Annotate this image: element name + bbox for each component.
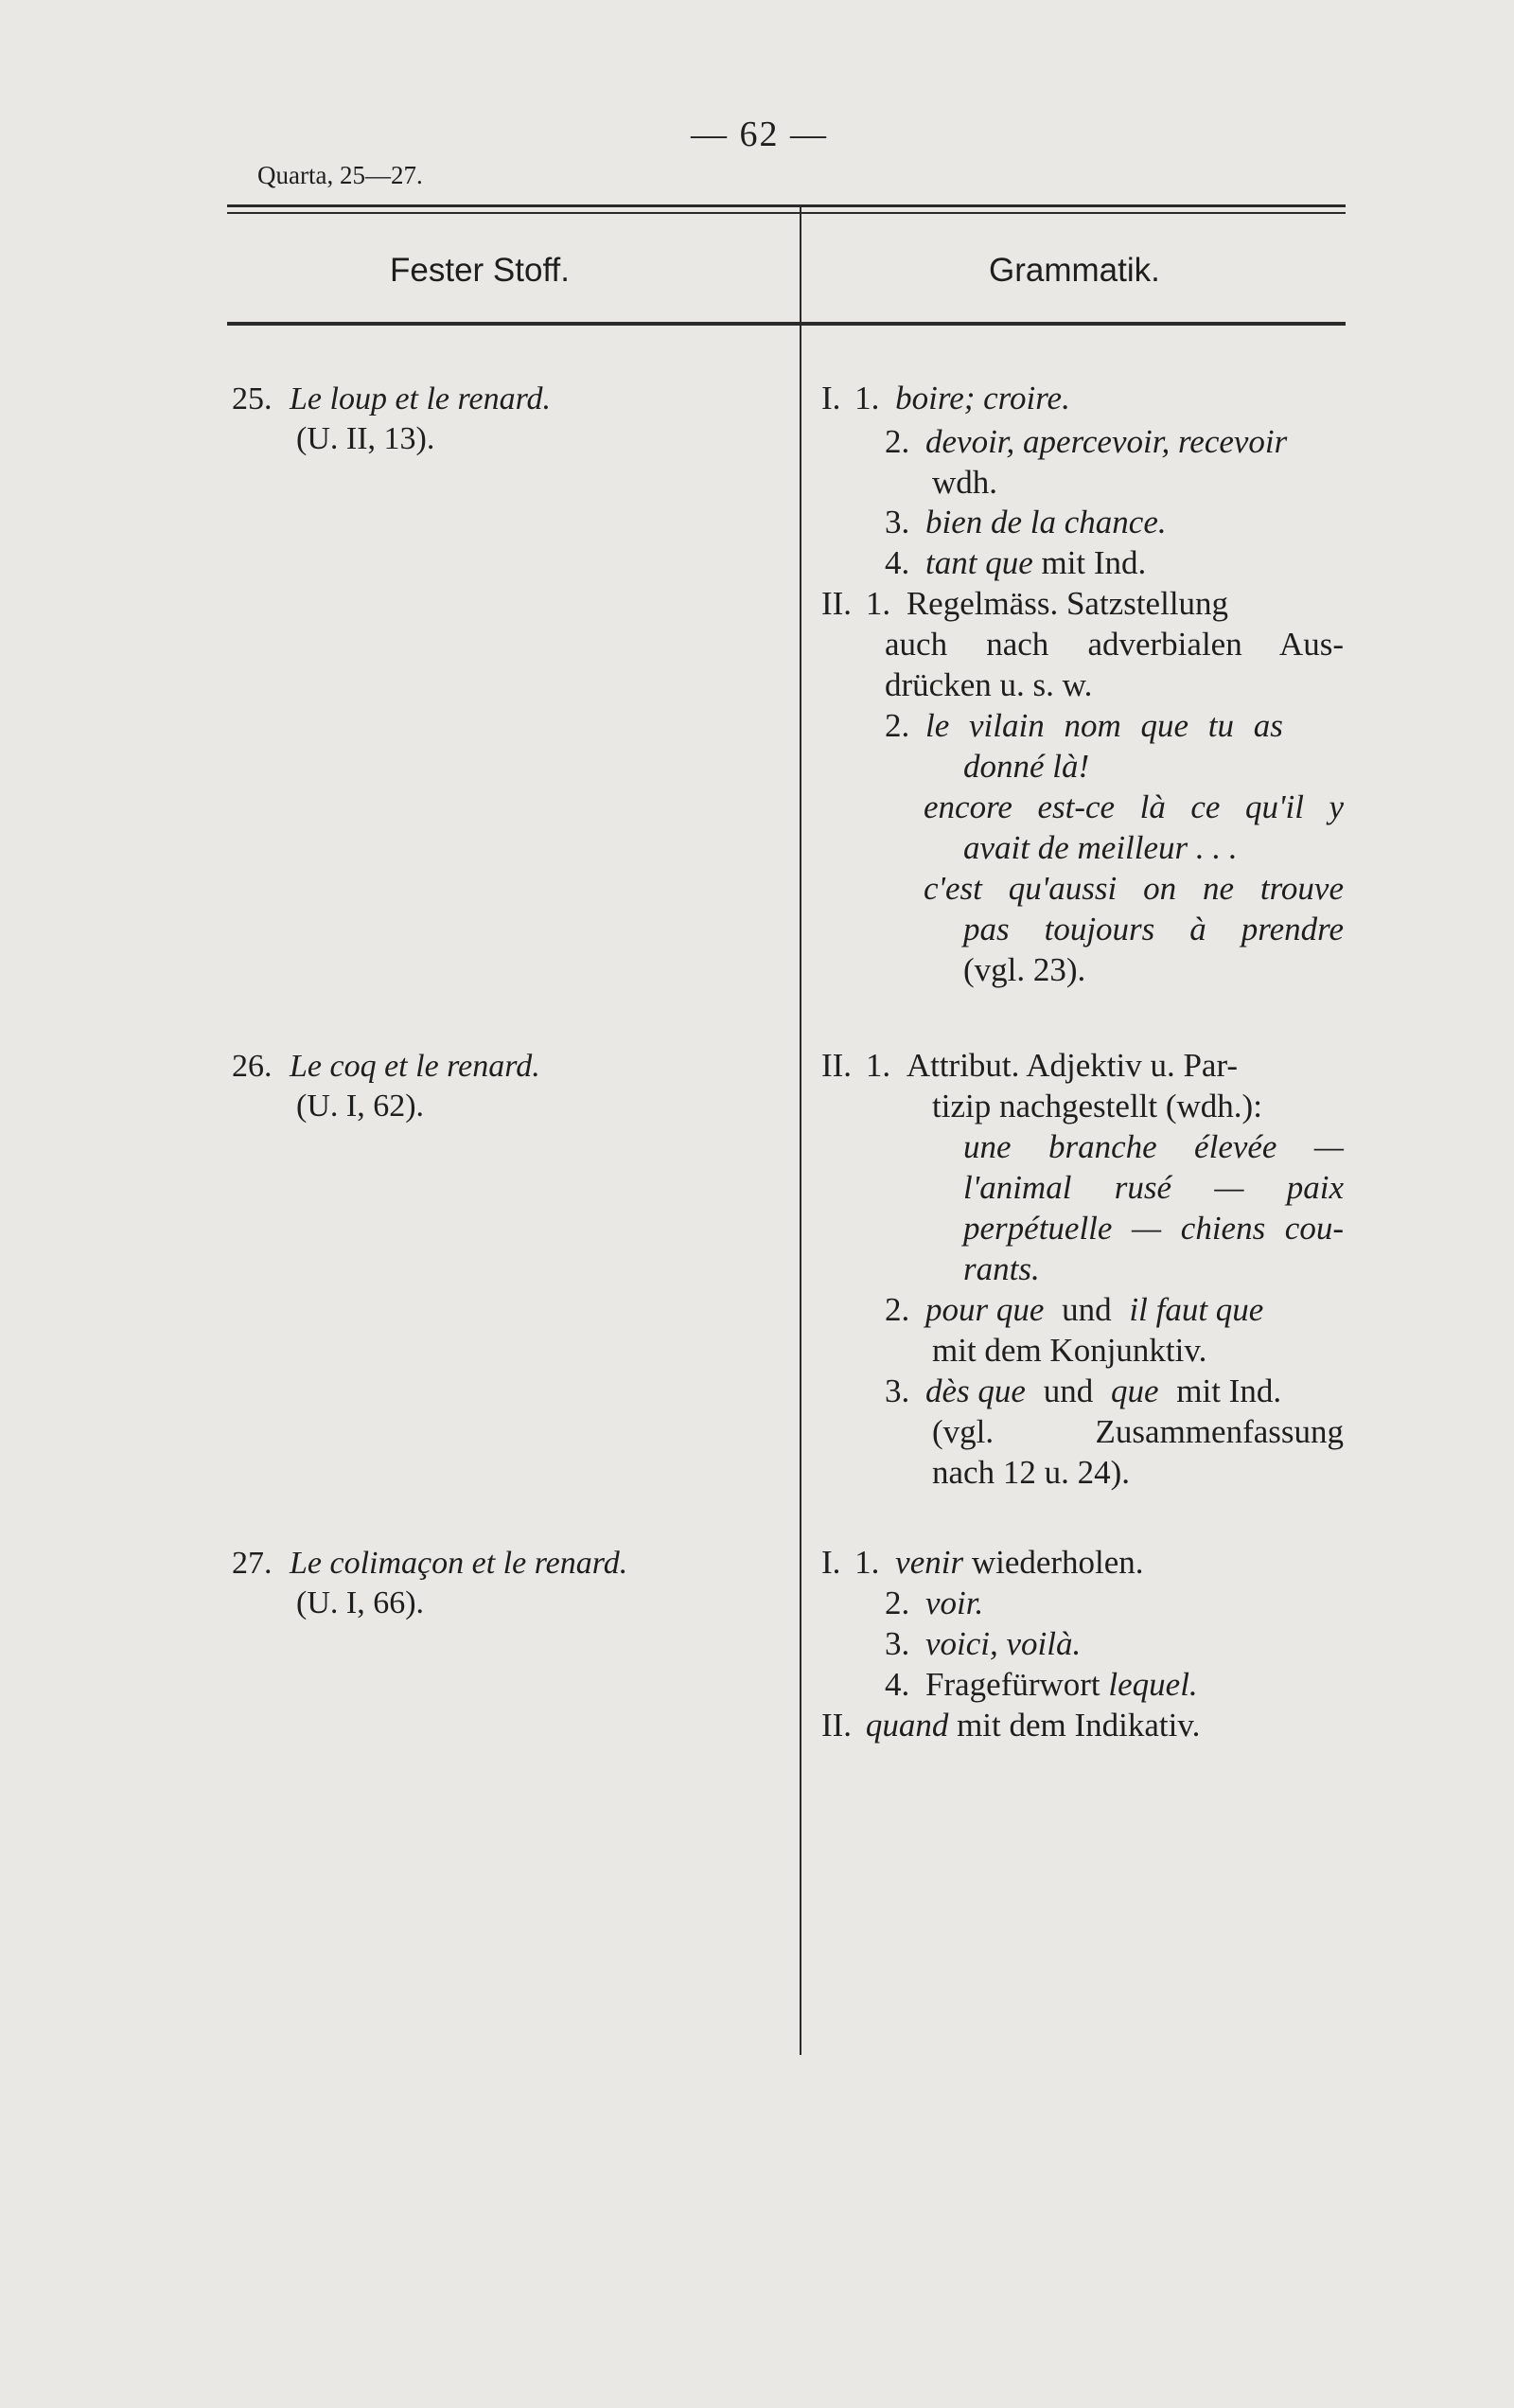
item-number: 1. [854,380,880,416]
grammatik-line [821,1544,1144,1582]
grammatik-line: rants. [963,1250,1040,1287]
item-text: c'est qu'aussi on ne trouve [924,870,1344,907]
grammatik-line [932,1413,1344,1451]
header-rule [227,322,1346,326]
item-number: 3. [885,504,910,540]
section-numeral: II. [821,585,853,622]
entry-reference: (U. I, 62). [296,1089,425,1124]
grammatik-line [924,788,1344,826]
item-number: 4. [885,544,910,581]
grammatik-line [885,1625,1081,1663]
stoff-entry-26 [232,1047,540,1126]
entry-reference: (U. I, 66). [296,1585,425,1620]
section-numeral: I. [821,380,841,416]
grammatik-line [885,504,1167,541]
section-numeral: II. [821,1047,853,1084]
grammatik-line: donné là! [963,748,1090,785]
item-text: Attribut. Adjektiv u. Par- [906,1047,1239,1084]
item-number: 1. [854,1544,880,1581]
item-text: wiederholen. [971,1544,1144,1581]
item-text: boire; croire. [895,380,1070,416]
item-number: 2. [885,423,910,460]
grammatik-line [885,707,1283,745]
item-text: pour que [925,1291,1045,1328]
grammatik-line [821,380,1070,417]
entry-reference: (U. II, 13). [296,421,435,456]
item-number: 1. [865,1047,891,1084]
item-text: auch nach adverbialen Aus- [885,626,1344,663]
running-head: Quarta, 25—27. [257,161,423,189]
entry-title: Le coq et le renard. [290,1049,540,1084]
item-text: quand [865,1707,949,1744]
grammatik-line: nach 12 u. 24). [932,1454,1130,1491]
item-text: une branche élevée — [963,1128,1344,1165]
item-text: mit dem Indikativ. [957,1707,1201,1744]
item-text: (vgl. Zusammenfassung [932,1413,1344,1450]
grammatik-line [885,1372,1281,1410]
grammatik-header: Grammatik. [989,252,1160,289]
grammatik-line [963,911,1344,948]
item-text: devoir, apercevoir, recevoir [925,423,1288,460]
item-number: 2. [885,1585,910,1621]
item-text: Fragefürwort [925,1666,1100,1703]
entry-number: 25. [232,381,273,416]
grammatik-line [885,1585,983,1622]
grammatik-line [885,626,1344,664]
entry-number: 26. [232,1049,273,1084]
item-text: voir. [925,1585,984,1621]
grammatik-line [821,1047,1238,1085]
grammatik-line [885,423,1287,461]
item-number: 2. [885,707,910,744]
grammatik-line [963,1210,1344,1248]
item-text: pas toujours à prendre [963,911,1344,947]
item-text: und [1043,1372,1094,1409]
item-text: mit Ind. [1041,544,1147,581]
entry-title: Le loup et le renard. [290,381,552,416]
item-text: mit Ind. [1176,1372,1282,1409]
item-text: lequel. [1108,1666,1198,1703]
item-text: il faut que [1129,1291,1264,1328]
fester-stoff-header: Fester Stoff. [390,252,570,289]
item-text: l'animal rusé — paix [963,1169,1344,1206]
item-text: le vilain nom que tu as [925,707,1283,744]
item-text: voici, voilà. [925,1625,1082,1662]
grammatik-line: mit dem Konjunktiv. [932,1332,1207,1369]
item-text: dès que [925,1372,1026,1409]
section-numeral: II. [821,1707,853,1744]
item-text: perpétuelle — chiens cou- [963,1210,1344,1247]
grammatik-line [963,1128,1344,1166]
page-number: — 62 — [691,115,828,154]
item-text: bien de la chance. [925,504,1167,540]
item-text: Regelmäss. Satzstellung [906,585,1229,622]
grammatik-line: tizip nachgestellt (wdh.): [932,1088,1262,1124]
top-double-rule [227,204,1346,207]
grammatik-line: avait de meilleur . . . [963,829,1238,866]
grammatik-line [821,1707,1200,1744]
item-number: 3. [885,1625,910,1662]
item-number: 4. [885,1666,910,1703]
grammatik-line: (vgl. 23). [963,951,1086,988]
item-text: tant que [925,544,1033,581]
grammatik-line [885,1291,1263,1329]
item-text: und [1062,1291,1112,1328]
entry-number: 27. [232,1546,273,1581]
item-number: 1. [865,585,891,622]
item-number: 3. [885,1372,910,1409]
item-number: 2. [885,1291,910,1328]
stoff-entry-27 [232,1544,627,1623]
item-text: que [1110,1372,1159,1409]
grammatik-line [821,585,1228,623]
item-text: venir [895,1544,964,1581]
item-text: encore est-ce là ce qu'il y [924,788,1344,825]
grammatik-line [885,544,1146,582]
grammatik-line [924,870,1344,908]
stoff-entry-25 [232,380,551,459]
grammatik-line: wdh. [932,464,998,501]
grammatik-line [885,1666,1198,1704]
grammatik-line: drücken u. s. w. [885,666,1093,703]
entry-title: Le colimaçon et le renard. [290,1546,628,1581]
top-double-rule [227,212,1346,214]
column-divider [800,204,801,2055]
grammatik-line [963,1169,1344,1207]
section-numeral: I. [821,1544,841,1581]
